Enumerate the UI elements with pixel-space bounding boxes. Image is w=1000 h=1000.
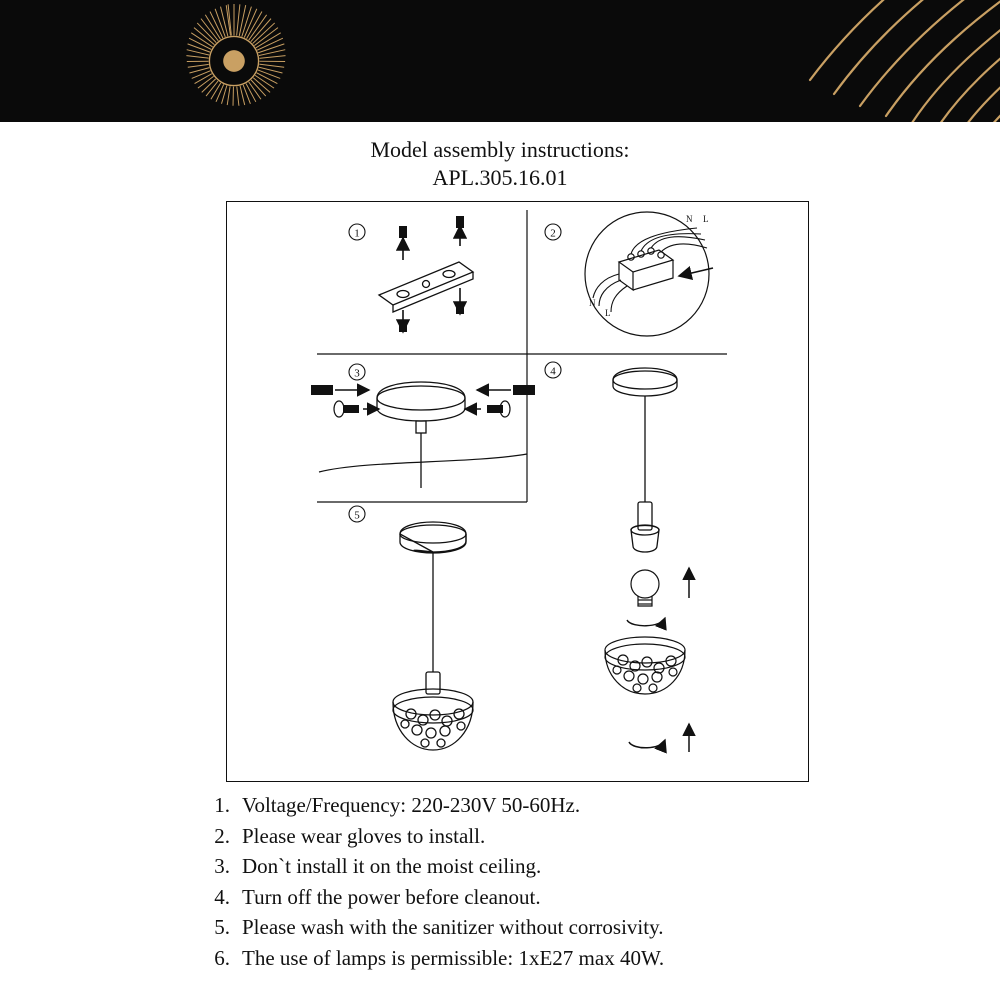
svg-text:L: L	[605, 308, 611, 318]
header-banner	[0, 0, 1000, 122]
step-1-group	[349, 216, 473, 332]
svg-text:N: N	[686, 214, 693, 224]
svg-text:1: 1	[354, 227, 360, 240]
svg-text:4: 4	[550, 365, 556, 378]
svg-text:L: L	[703, 214, 709, 224]
step-4-group	[545, 362, 689, 752]
fan-rays-icon	[620, 0, 1000, 122]
page-title	[0, 136, 1000, 192]
list-item	[196, 882, 896, 913]
note-text: Please wear gloves to install.	[242, 823, 486, 848]
svg-text:5: 5	[354, 509, 360, 522]
note-number: 4.	[214, 884, 230, 909]
note-text: The use of lamps is permissible: 1xE27 max 40W.	[242, 945, 665, 970]
svg-text:N: N	[589, 298, 596, 308]
note-text: Voltage/Frequency: 220-230V 50-60Hz.	[242, 793, 581, 817]
svg-text:2: 2	[550, 227, 556, 240]
bulb-icon	[631, 570, 659, 606]
note-number: 1.	[214, 793, 230, 817]
list-item	[196, 851, 896, 882]
note-text: Please wash with the sanitizer without corrosivity.	[242, 915, 664, 939]
list-item	[196, 943, 896, 974]
step-5-group	[349, 506, 473, 750]
title-line-2: APL.305.16.01	[432, 165, 568, 190]
note-text: Don`t install it on the moist ceiling.	[242, 854, 542, 878]
glass-shade	[605, 637, 685, 694]
note-number: 6.	[214, 945, 230, 970]
step-3-group	[311, 364, 535, 488]
list-item	[196, 821, 896, 852]
assembly-diagram-svg	[227, 202, 807, 780]
assembly-diagram	[226, 201, 809, 782]
sunburst-icon	[175, 2, 293, 120]
note-number: 5.	[214, 915, 230, 939]
step-2-group	[545, 212, 713, 336]
note-number: 2.	[214, 823, 230, 848]
note-number: 3.	[214, 854, 230, 878]
note-text: Turn off the power before cleanout.	[242, 884, 541, 909]
notes-list	[196, 790, 896, 973]
list-item	[196, 912, 896, 943]
svg-text:3: 3	[354, 367, 360, 380]
title-line-1: Model assembly instructions:	[370, 137, 630, 162]
list-item	[196, 790, 896, 821]
